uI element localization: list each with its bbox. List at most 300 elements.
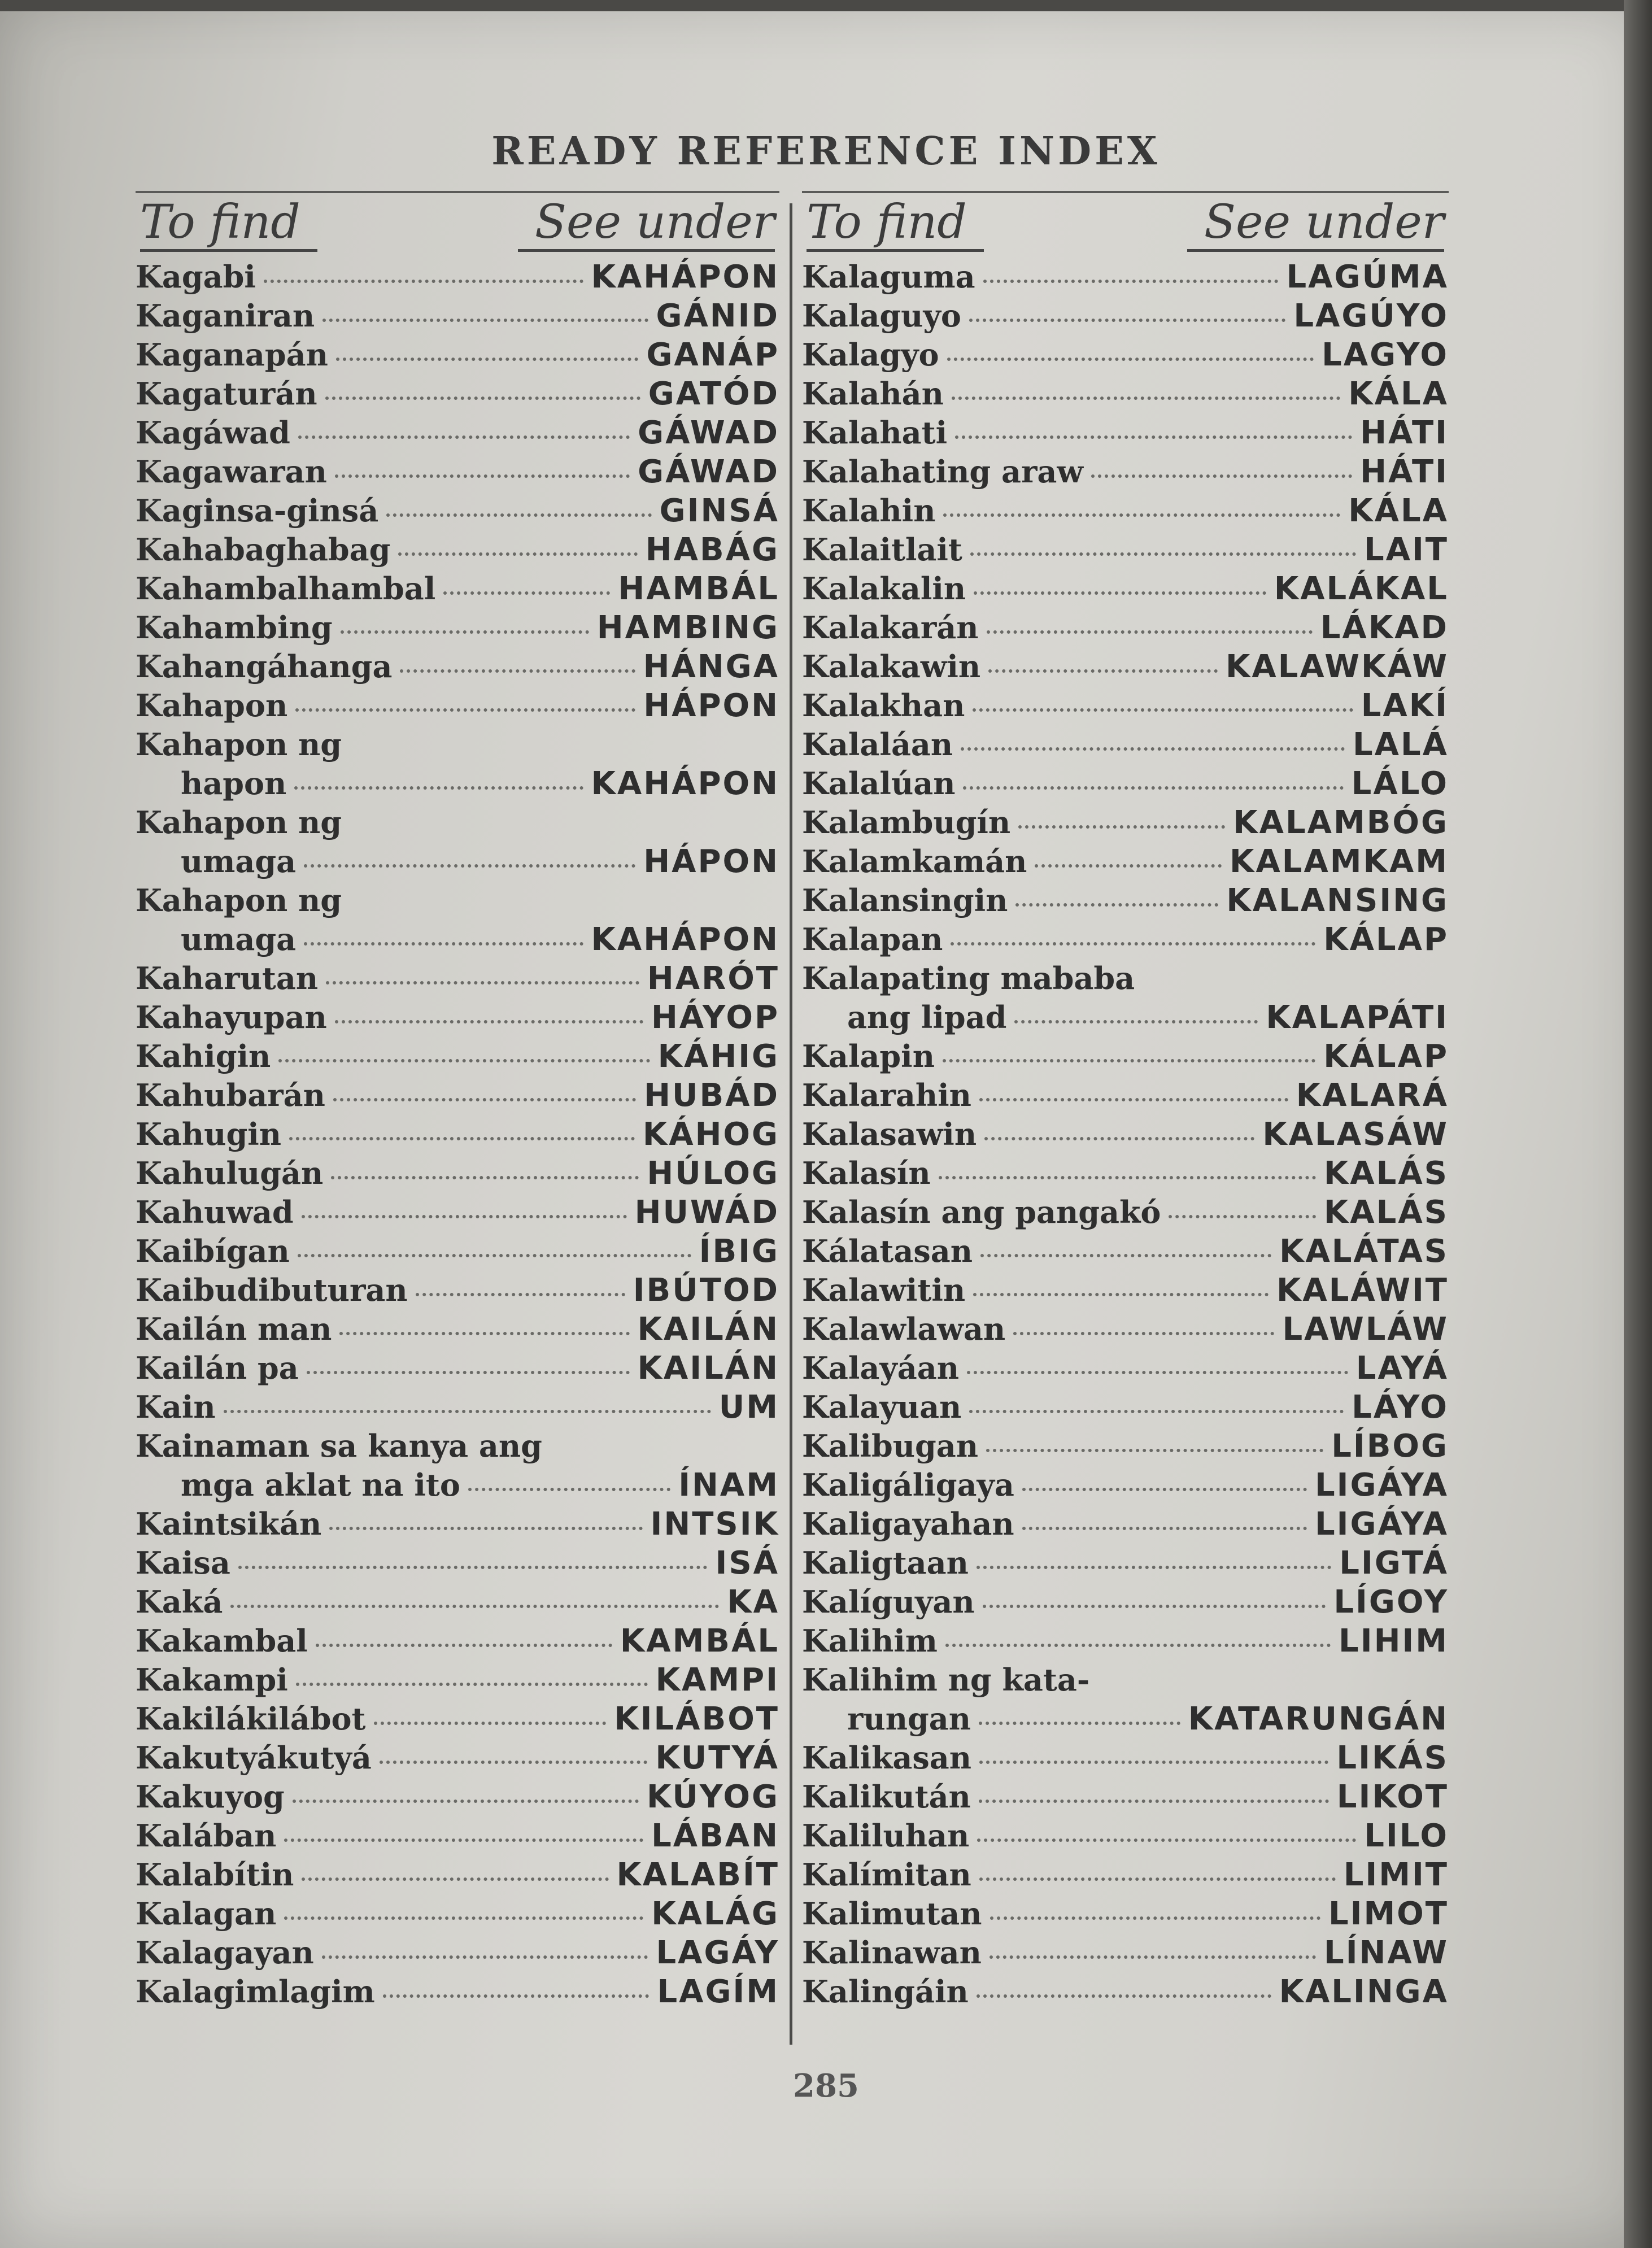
index-entry — [802, 764, 1449, 803]
dot-leader — [264, 280, 583, 283]
entry-word: Kalapin — [802, 1038, 935, 1074]
entry-see-under: KAMPI — [655, 1662, 779, 1698]
entry-see-under: HÁTI — [1360, 454, 1449, 490]
entry-see-under: KAHÁPON — [591, 259, 779, 295]
dot-leader — [289, 1137, 635, 1140]
entry-see-under: LÍNAW — [1324, 1935, 1449, 1971]
entry-see-under: KALÁS — [1323, 1194, 1449, 1231]
entry-see-under: KALAMKAM — [1230, 843, 1449, 880]
entry-word: Kálatasan — [802, 1233, 973, 1269]
entry-word: Kahambing — [136, 609, 333, 646]
index-entry — [802, 1115, 1449, 1154]
entry-word: Kahugin — [136, 1116, 281, 1152]
dot-leader — [979, 1722, 1180, 1725]
entry-word: Kahayupan — [136, 999, 327, 1035]
index-entry — [136, 452, 779, 491]
index-entry — [802, 1076, 1449, 1115]
index-entry — [136, 1427, 779, 1466]
entry-see-under: LÍBOG — [1331, 1428, 1449, 1465]
entry-word: Kalasín ang pangakó — [802, 1194, 1161, 1230]
entry-word: hapon — [181, 765, 287, 801]
dot-leader — [986, 1449, 1323, 1452]
entry-word: Kahubarán — [136, 1077, 325, 1113]
entry-word: Kalagimlagim — [136, 1973, 375, 2010]
entry-see-under: KÁLA — [1348, 493, 1449, 529]
index-entry — [136, 1115, 779, 1154]
dot-leader — [335, 474, 630, 478]
dot-leader — [1018, 825, 1225, 829]
entry-see-under: LAKÍ — [1361, 687, 1449, 724]
dot-leader — [969, 1410, 1344, 1413]
index-entry — [136, 1583, 779, 1622]
index-entry — [802, 998, 1449, 1037]
entry-see-under: KALÁTAS — [1279, 1233, 1449, 1270]
dot-leader — [295, 708, 635, 712]
entry-word: Kalaitlait — [802, 531, 962, 568]
index-entry — [802, 608, 1449, 647]
entry-see-under: KALÁWIT — [1276, 1272, 1449, 1309]
entry-word: Kalakawin — [802, 648, 981, 685]
entry-see-under: KÁLA — [1348, 376, 1449, 412]
index-entry — [802, 1700, 1449, 1739]
entry-word: Kalapan — [802, 921, 943, 957]
entry-see-under: KÁHOG — [642, 1116, 779, 1153]
entry-word: Kalakarán — [802, 609, 979, 646]
entry-see-under: KILÁBOT — [614, 1701, 779, 1737]
entry-word: Kalahin — [802, 493, 936, 529]
entry-see-under: KA — [727, 1584, 779, 1620]
page-number: 285 — [793, 2067, 859, 2105]
entry-word: Kahambalhambal — [136, 570, 436, 607]
index-entry — [136, 1544, 779, 1583]
entry-word: Kalarahin — [802, 1077, 971, 1113]
index-entry — [802, 1855, 1449, 1894]
entry-word: Kagaturán — [136, 376, 317, 412]
entry-word: Kalawlawan — [802, 1311, 1006, 1347]
to-find-heading: To find — [140, 195, 317, 252]
entry-word: Kaganiran — [136, 298, 315, 334]
entry-word: Kahapon ng — [136, 804, 342, 840]
right-entries-list — [802, 258, 1449, 2011]
entry-see-under: LAGÚYO — [1293, 298, 1449, 334]
entry-word: Kahapon ng — [136, 726, 342, 763]
dot-leader — [1013, 1332, 1274, 1335]
index-entry — [136, 1739, 779, 1778]
dot-leader — [336, 358, 639, 361]
dot-leader — [304, 942, 583, 946]
entry-word: Kahigin — [136, 1038, 271, 1074]
entry-word: Kaligáligaya — [802, 1467, 1014, 1503]
index-entry — [802, 1388, 1449, 1427]
entry-word: Kalimutan — [802, 1896, 982, 1932]
dot-leader — [984, 1137, 1254, 1140]
entry-word: Kaliluhan — [802, 1818, 970, 1854]
entry-see-under: LIGÁYA — [1315, 1467, 1449, 1504]
entry-word: Kaká — [136, 1584, 223, 1620]
dot-leader — [398, 552, 637, 556]
entry-see-under: HUWÁD — [634, 1194, 779, 1231]
entry-see-under: KATARUNGÁN — [1188, 1701, 1449, 1737]
dot-leader — [1091, 474, 1352, 478]
index-entry — [802, 1310, 1449, 1349]
dot-leader — [1169, 1215, 1316, 1218]
index-entry — [802, 725, 1449, 764]
entry-see-under: HARÓT — [647, 960, 779, 997]
column-divider — [790, 203, 792, 2045]
index-entry — [802, 803, 1449, 842]
dot-leader — [969, 319, 1286, 322]
index-entry — [136, 920, 779, 959]
entry-see-under: ISÁ — [715, 1545, 779, 1582]
entry-see-under: LIMOT — [1328, 1896, 1449, 1932]
dot-leader — [278, 1059, 650, 1062]
entry-word: Kalagyo — [802, 337, 939, 373]
dot-leader — [296, 1683, 648, 1686]
entry-word: Kalalúan — [802, 765, 956, 801]
dot-leader — [322, 1955, 648, 1959]
entry-word: Kalapating mababa — [802, 960, 1135, 996]
entry-see-under: LIKÁS — [1336, 1740, 1449, 1776]
dot-leader — [943, 513, 1340, 517]
dot-leader — [1015, 903, 1218, 907]
entry-see-under: LALÁ — [1352, 726, 1449, 763]
dot-leader — [322, 319, 648, 322]
entry-word: Kahuwad — [136, 1194, 294, 1230]
index-entry — [136, 959, 779, 998]
entry-word: Kailán man — [136, 1311, 332, 1347]
dot-leader — [333, 1098, 636, 1101]
left-column-header — [140, 195, 775, 258]
index-entry — [136, 881, 779, 920]
index-entry — [802, 336, 1449, 374]
dot-leader — [339, 1332, 629, 1335]
dot-leader — [329, 1527, 642, 1530]
entry-see-under: LIGÁYA — [1315, 1506, 1449, 1543]
entry-word: Kaligayahan — [802, 1506, 1014, 1542]
entry-word: Kalakalin — [802, 570, 966, 607]
entry-see-under: HUBÁD — [644, 1077, 779, 1114]
entry-word: Kahabaghabag — [136, 531, 391, 568]
index-entry — [136, 1661, 779, 1700]
dot-leader — [979, 1098, 1288, 1101]
dot-leader — [979, 1877, 1336, 1881]
index-entry — [136, 1505, 779, 1544]
entry-word: Kahapon ng — [136, 882, 342, 918]
index-entry — [136, 1310, 779, 1349]
dot-leader — [973, 708, 1353, 712]
entry-see-under: KALÁS — [1323, 1155, 1449, 1192]
entry-see-under: KALÁG — [651, 1896, 779, 1932]
dot-leader — [224, 1410, 711, 1413]
entry-see-under: KALAMBÓG — [1233, 804, 1449, 841]
entry-word: Kalaguyo — [802, 298, 961, 334]
entry-see-under: KUTYÁ — [655, 1740, 779, 1776]
dot-leader — [980, 1254, 1271, 1257]
entry-see-under: KÁLAP — [1323, 921, 1449, 958]
entry-word: Kainaman sa kanya ang — [136, 1428, 542, 1464]
index-entry — [802, 1349, 1449, 1388]
index-entry — [802, 1933, 1449, 1972]
entry-word: Kalihim ng kata- — [802, 1662, 1090, 1698]
dot-leader — [943, 1059, 1315, 1062]
entry-word: Kagawaran — [136, 454, 327, 490]
entry-word: Kalasawin — [802, 1116, 977, 1152]
dot-leader — [302, 1877, 608, 1881]
dot-leader — [977, 1994, 1271, 1998]
index-entry — [136, 998, 779, 1037]
dot-leader — [979, 1761, 1328, 1764]
entry-word: Kalayuan — [802, 1389, 962, 1425]
entry-see-under: LIGTÁ — [1339, 1545, 1449, 1582]
dot-leader — [961, 747, 1345, 751]
dot-leader — [1035, 864, 1222, 868]
index-entry — [136, 569, 779, 608]
entry-see-under: HÁTI — [1360, 415, 1449, 451]
entry-see-under: GÁWAD — [638, 454, 779, 490]
entry-word: mga aklat na ito — [181, 1467, 460, 1503]
index-entry — [136, 608, 779, 647]
index-entry — [802, 1154, 1449, 1193]
entry-word: Kagáwad — [136, 415, 290, 451]
dot-leader — [955, 435, 1352, 439]
entry-see-under: LÁYO — [1352, 1389, 1449, 1426]
entry-see-under: IBÚTOD — [633, 1272, 779, 1309]
index-entry — [802, 530, 1449, 569]
entry-word: Kalagayan — [136, 1935, 314, 1971]
entry-word: Kalamkamán — [802, 843, 1027, 879]
entry-see-under: LAYÁ — [1355, 1350, 1449, 1387]
index-entry — [136, 530, 779, 569]
index-entry — [802, 1193, 1449, 1232]
dot-leader — [302, 1215, 627, 1218]
index-entry — [136, 1076, 779, 1115]
entry-see-under: LAGYO — [1322, 337, 1449, 373]
entry-see-under: LAGÚMA — [1286, 259, 1449, 295]
index-entry — [802, 1427, 1449, 1466]
entry-word: Kalában — [136, 1818, 277, 1854]
column-top-rule — [136, 191, 779, 193]
page-header: READY REFERENCE INDEX — [491, 129, 1161, 174]
index-entry — [802, 1037, 1449, 1076]
entry-word: Kaisa — [136, 1545, 230, 1581]
dot-leader — [380, 1761, 647, 1764]
entry-see-under: LÁBAN — [651, 1818, 779, 1854]
entry-word: Kalasín — [802, 1155, 931, 1191]
entry-see-under: HABÁG — [645, 531, 779, 568]
entry-word: Kahapon — [136, 687, 288, 724]
index-entry — [136, 1933, 779, 1972]
entry-see-under: LAGÁY — [656, 1935, 779, 1971]
entry-word: Kalawitin — [802, 1272, 966, 1308]
entry-word: Kailán pa — [136, 1350, 299, 1386]
index-entry — [802, 686, 1449, 725]
entry-see-under: KAILÁN — [637, 1311, 779, 1348]
entry-see-under: KÚYOG — [646, 1779, 779, 1815]
index-entry — [802, 1544, 1449, 1583]
page-top-edge — [0, 0, 1652, 11]
entry-word: Kalabítin — [136, 1857, 294, 1893]
index-entry — [136, 1700, 779, 1739]
entry-word: Kaibudibuturan — [136, 1272, 408, 1308]
index-entry — [802, 959, 1449, 998]
index-entry — [136, 1193, 779, 1232]
entry-word: Kalakhan — [802, 687, 965, 724]
dot-leader — [331, 1176, 639, 1179]
entry-see-under: GATÓD — [648, 376, 779, 412]
index-entry — [802, 1739, 1449, 1778]
dot-leader — [294, 786, 583, 790]
entry-see-under: KAHÁPON — [591, 765, 779, 802]
dot-leader — [443, 591, 610, 595]
index-entry — [802, 647, 1449, 686]
dot-leader — [987, 630, 1313, 634]
index-entry — [136, 1232, 779, 1271]
entry-word: Kakilákilábot — [136, 1701, 366, 1737]
entry-see-under: HAMBING — [596, 609, 779, 646]
dot-leader — [238, 1566, 708, 1569]
entry-see-under: ÍNAM — [678, 1467, 779, 1504]
entry-see-under: KALINGA — [1279, 1973, 1449, 2010]
dot-leader — [963, 786, 1343, 790]
index-entry — [802, 1816, 1449, 1855]
index-entry — [136, 1855, 779, 1894]
entry-see-under: KALAPÁTI — [1266, 999, 1449, 1036]
entry-word: Kaintsikán — [136, 1506, 322, 1542]
entry-see-under: LIKOT — [1336, 1779, 1449, 1815]
dot-leader — [977, 1566, 1331, 1569]
entry-see-under: KALARÁ — [1296, 1077, 1449, 1114]
entry-word: Kalagan — [136, 1896, 277, 1932]
entry-word: Kaginsa-ginsá — [136, 493, 379, 529]
entry-word: Kalaguma — [802, 259, 975, 295]
dot-leader — [1014, 1020, 1258, 1023]
index-entry — [136, 1349, 779, 1388]
entry-see-under: GÁNID — [656, 298, 779, 334]
index-entry — [136, 1816, 779, 1855]
entry-word: Kalahati — [802, 415, 948, 451]
dot-leader — [400, 669, 635, 673]
entry-word: Kaganapán — [136, 337, 328, 373]
dot-leader — [983, 280, 1279, 283]
entry-word: Kalahating araw — [802, 454, 1083, 490]
dot-leader — [979, 1800, 1329, 1803]
index-entry — [136, 336, 779, 374]
dot-leader — [341, 630, 589, 634]
entry-see-under: KALÁKAL — [1274, 570, 1449, 607]
entry-see-under: LAIT — [1363, 531, 1449, 568]
index-entry — [136, 725, 779, 764]
entry-word: Kagabi — [136, 259, 256, 295]
dot-leader — [983, 1605, 1326, 1608]
entry-word: Kaligtaan — [802, 1545, 969, 1581]
entry-word: Kalahán — [802, 376, 944, 412]
entry-word: Kaibígan — [136, 1233, 290, 1269]
entry-see-under: LÍGOY — [1333, 1584, 1449, 1620]
index-entry — [136, 491, 779, 530]
dot-leader — [977, 1839, 1356, 1842]
index-entry — [802, 1894, 1449, 1933]
entry-word: Kalihim — [802, 1623, 938, 1659]
index-entry — [802, 1778, 1449, 1816]
entry-see-under: KAHÁPON — [591, 921, 779, 958]
entry-see-under: HÁNGA — [643, 648, 779, 685]
dot-leader — [945, 1644, 1331, 1647]
dot-leader — [974, 591, 1266, 595]
index-entry — [802, 374, 1449, 413]
entry-see-under: HÚLOG — [647, 1155, 779, 1192]
entry-see-under: HÁPON — [643, 843, 779, 880]
dot-leader — [951, 942, 1315, 946]
index-entry — [802, 1661, 1449, 1700]
index-entry — [136, 297, 779, 336]
dot-leader — [952, 397, 1340, 400]
index-entry — [136, 647, 779, 686]
entry-see-under: KALABÍT — [616, 1857, 779, 1893]
dot-leader — [374, 1722, 607, 1725]
index-entry — [136, 1037, 779, 1076]
entry-word: Kain — [136, 1389, 216, 1425]
dot-leader — [990, 1955, 1316, 1959]
index-entry — [136, 374, 779, 413]
index-entry — [802, 1972, 1449, 2011]
dot-leader — [386, 513, 651, 517]
entry-see-under: KÁHIG — [657, 1038, 779, 1075]
entry-word: umaga — [181, 843, 297, 879]
entry-see-under: KAMBÁL — [620, 1623, 779, 1659]
entry-see-under: GANÁP — [646, 337, 779, 373]
index-entry — [802, 1466, 1449, 1505]
entry-word: Kalinawan — [802, 1935, 982, 1971]
dot-leader — [416, 1293, 625, 1296]
entry-see-under: KALANSING — [1226, 882, 1449, 919]
dot-leader — [298, 435, 630, 439]
dot-leader — [973, 1293, 1269, 1296]
dot-leader — [316, 1644, 612, 1647]
entry-see-under: HÁPON — [643, 687, 779, 724]
dot-leader — [230, 1605, 719, 1608]
index-entry — [802, 1505, 1449, 1544]
entry-word: ang lipad — [847, 999, 1007, 1035]
entry-word: Kalímitan — [802, 1857, 971, 1893]
index-entry — [802, 1271, 1449, 1310]
index-entry — [136, 1972, 779, 2011]
entry-see-under: LIMIT — [1343, 1857, 1449, 1893]
dot-leader — [284, 1916, 643, 1920]
dot-leader — [335, 1020, 643, 1023]
entry-see-under: INTSIK — [650, 1506, 779, 1543]
entry-see-under: KALAWKÁW — [1226, 648, 1449, 685]
index-entry — [802, 881, 1449, 920]
column-top-rule — [802, 191, 1449, 193]
entry-word: Kalingáin — [802, 1973, 969, 2010]
dot-leader — [293, 1800, 639, 1803]
index-entry — [802, 842, 1449, 881]
entry-word: Kalambugín — [802, 804, 1011, 840]
index-entry — [136, 413, 779, 452]
entry-see-under: LIHIM — [1339, 1623, 1449, 1659]
index-entry — [802, 1622, 1449, 1661]
entry-word: Kahangáhanga — [136, 648, 393, 685]
index-entry — [136, 1894, 779, 1933]
entry-see-under: HÁYOP — [651, 999, 779, 1036]
dot-leader — [947, 358, 1314, 361]
dot-leader — [468, 1488, 670, 1491]
index-entry — [802, 413, 1449, 452]
entry-see-under: LILO — [1364, 1818, 1449, 1854]
index-entry — [136, 842, 779, 881]
dot-leader — [939, 1176, 1316, 1179]
dot-leader — [970, 552, 1356, 556]
